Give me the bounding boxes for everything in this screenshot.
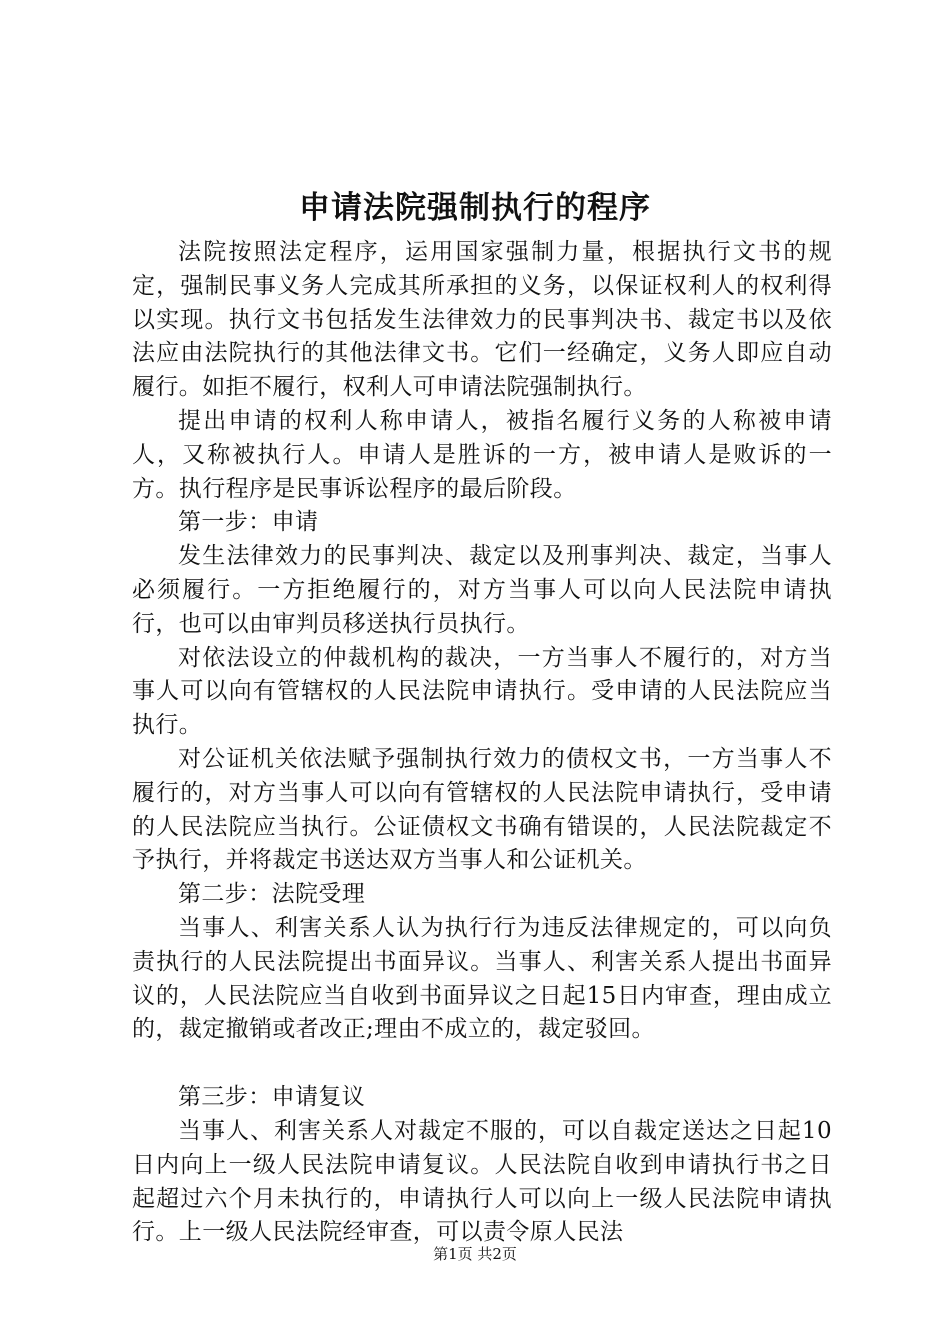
- document-title: 申请法院强制执行的程序: [299, 190, 651, 226]
- paragraph-parties: 提出申请的权利人称申请人，被指名履行义务的人称被申请人，又称被执行人。申请人是胜诉的一方，被申请人是败诉的一方。执行程序是民事诉讼程序的最后阶段。: [132, 407, 832, 502]
- paragraph-judgment-execution: 发生法律效力的民事判决、裁定以及刑事判决、裁定，当事人必须履行。一方拒绝履行的，对方当事人可以向人民法院申请执行，也可以由审判员移送执行员执行。: [132, 543, 832, 637]
- step-two-heading: 第二步：法院受理: [178, 881, 366, 908]
- document-body: [132, 236, 832, 1250]
- paragraph-objection: 当事人、利害关系人认为执行行为违反法律规定的，可以向负责执行的人民法院提出书面异议。当事人、利害关系人提出书面异议的，人民法院应当自收到书面异议之日起15日内审查，理由成立的，裁定撤销或者改正;理由不成立的，裁定驳回。: [132, 914, 832, 1043]
- paragraph-arbitration: 对依法设立的仲裁机构的裁决，一方当事人不履行的，对方当事人可以向有管辖权的人民法院申请执行。受申请的人民法院应当执行。: [132, 644, 832, 739]
- step-one-heading: 第一步：申请: [178, 509, 319, 536]
- paragraph-spacer: [132, 1047, 832, 1081]
- paragraph-intro: 法院按照法定程序，运用国家强制力量，根据执行文书的规定，强制民事义务人完成其所承担的义务，以保证权利人的权利得以实现。执行文书包括发生法律效力的民事判决书、裁定书以及依法应由法院执行的其他法律文书。它们一经确定，义务人即应自动履行。如拒不履行，权利人可申请法院强制执行。: [132, 239, 832, 401]
- page-footer: 第1页 共2页: [433, 1245, 517, 1263]
- step-three-heading: 第三步：申请复议: [178, 1084, 366, 1111]
- paragraph-notarial-deed: 对公证机关依法赋予强制执行效力的债权文书，一方当事人不履行的，对方当事人可以向有管辖权的人民法院申请执行，受申请的人民法院应当执行。公证债权文书确有错误的，人民法院裁定不予执行，并将裁定书送达双方当事人和公证机关。: [132, 745, 832, 874]
- paragraph-reconsideration: 当事人、利害关系人对裁定不服的，可以自裁定送达之日起10日内向上一级人民法院申请复议。人民法院自收到申请执行书之日起超过六个月未执行的，申请执行人可以向上一级人民法院申请执行。上一级人民法院经审查，可以责令原人民法: [132, 1117, 832, 1246]
